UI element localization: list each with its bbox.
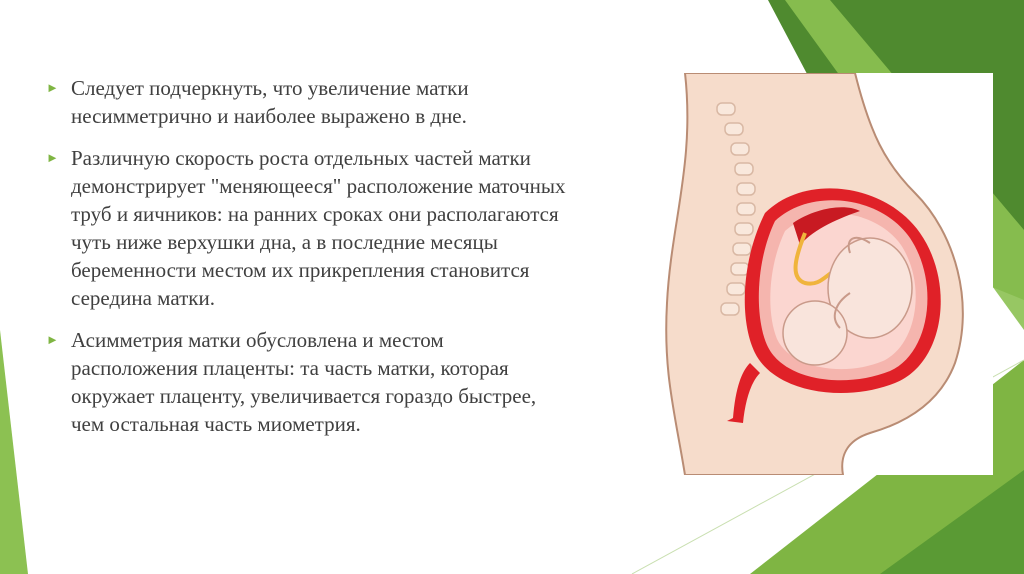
bullet-item-3	[46, 326, 566, 438]
fetus-head	[783, 301, 847, 365]
bullet-list	[46, 74, 566, 452]
bullet-arrow-icon: ►	[46, 332, 59, 347]
bullet-item-1	[46, 74, 566, 130]
bullet-text-1: Следует подчеркнуть, что увеличение матки несимметрично и наиболее выражено в дне.	[71, 76, 469, 128]
pregnancy-illustration	[655, 73, 993, 475]
bullet-arrow-icon: ►	[46, 150, 59, 165]
bullet-item-2	[46, 144, 566, 312]
bullet-arrow-icon: ►	[46, 80, 59, 95]
bullet-text-3: Асимметрия матки обусловлена и местом расположения плаценты: та часть матки, которая окружает плаценту, увеличивается гораздо быстрее, чем остальная часть миометрия.	[71, 328, 537, 436]
pregnant-uterus-illustration-icon	[655, 73, 993, 475]
bullet-text-2: Различную скорость роста отдельных частей матки демонстрирует "меняющееся" расположение маточных труб и яичников: на ранних сроках они располагаются чуть ниже верхушки дна, а в последние месяцы беременности местом их прикрепления становится середина матки.	[71, 146, 566, 310]
deco-green-left-edge	[0, 330, 28, 574]
